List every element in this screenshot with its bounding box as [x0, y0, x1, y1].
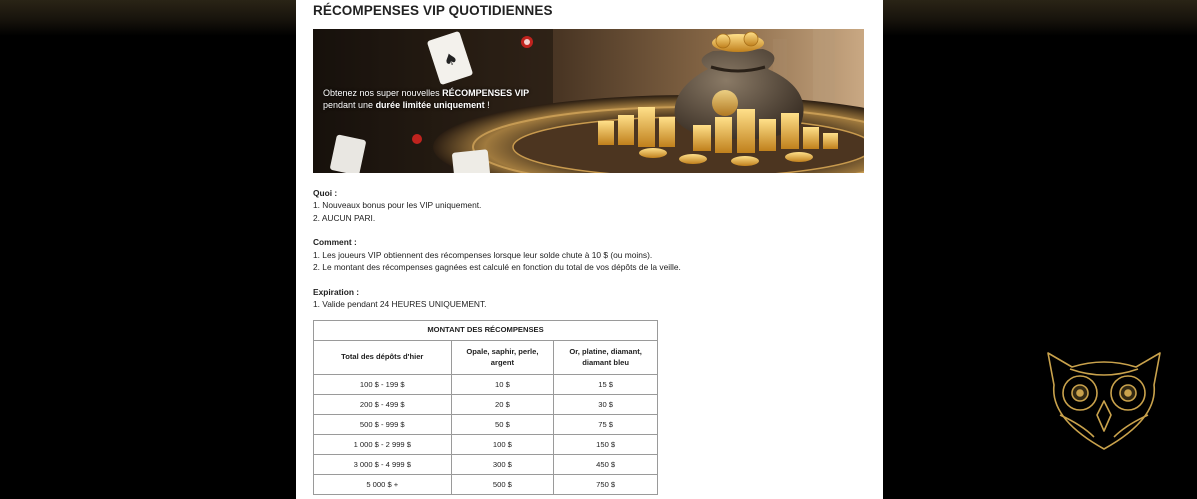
table-row [314, 395, 658, 415]
cell-deposit: 3 000 $ - 4 999 $ [314, 455, 452, 475]
cell-deposit: 100 $ - 199 $ [314, 375, 452, 395]
section-comment [313, 236, 863, 273]
table-row [314, 415, 658, 435]
banner-line-2: pendant une durée limitée uniquement ! [323, 100, 490, 110]
cell-tier2: 450 $ [554, 455, 658, 475]
banner-line-1: Obtenez nos super nouvelles RÉCOMPENSES VIP [323, 88, 530, 98]
column-header-tier1: Opale, saphir, perle, argent [451, 341, 554, 375]
section-heading: Comment : [313, 237, 357, 248]
svg-text:♠: ♠ [440, 48, 461, 71]
table-row [314, 435, 658, 455]
content-panel [296, 0, 883, 499]
cell-tier2: 150 $ [554, 435, 658, 455]
cell-tier2: 30 $ [554, 395, 658, 415]
section-line: 1. Valide pendant 24 HEURES UNIQUEMENT. [313, 299, 487, 310]
cell-tier1: 50 $ [451, 415, 554, 435]
table-row [314, 455, 658, 475]
rewards-table [313, 320, 658, 495]
section-heading: Expiration : [313, 286, 360, 297]
cell-tier2: 750 $ [554, 475, 658, 495]
cell-tier2: 15 $ [554, 375, 658, 395]
section-expiration [313, 286, 863, 311]
cell-tier2: 75 $ [554, 415, 658, 435]
cell-tier1: 20 $ [451, 395, 554, 415]
table-caption: MONTANT DES RÉCOMPENSES [314, 321, 658, 341]
cell-tier1: 500 $ [451, 475, 554, 495]
section-line: 2. AUCUN PARI. [313, 212, 376, 223]
section-heading: Quoi : [313, 188, 338, 198]
column-header-deposit: Total des dépôts d'hier [314, 341, 452, 375]
cell-tier1: 100 $ [451, 435, 554, 455]
cell-tier1: 10 $ [451, 375, 554, 395]
table-row [314, 475, 658, 495]
section-quoi [313, 187, 863, 224]
section-line: 1. Les joueurs VIP obtiennent des récompenses lorsque leur solde chute à 10 $ (ou moins). [313, 249, 653, 260]
cell-deposit: 5 000 $ + [314, 475, 452, 495]
cell-deposit: 500 $ - 999 $ [314, 415, 452, 435]
section-line: 1. Nouveaux bonus pour les VIP uniquement. [313, 200, 482, 211]
cell-deposit: 200 $ - 499 $ [314, 395, 452, 415]
promo-banner [313, 29, 864, 173]
table-row [314, 375, 658, 395]
column-header-tier2: Or, platine, diamant, diamant bleu [554, 341, 658, 375]
cell-deposit: 1 000 $ - 2 999 $ [314, 435, 452, 455]
section-line: 2. Le montant des récompenses gagnées est calculé en fonction du total de vos dépôts de la veille. [313, 261, 681, 272]
banner-text [323, 87, 583, 111]
page-title: RÉCOMPENSES VIP QUOTIDIENNES [313, 3, 553, 18]
owl-logo-icon [1042, 345, 1167, 455]
promo-details [313, 187, 863, 323]
cell-tier1: 300 $ [451, 455, 554, 475]
